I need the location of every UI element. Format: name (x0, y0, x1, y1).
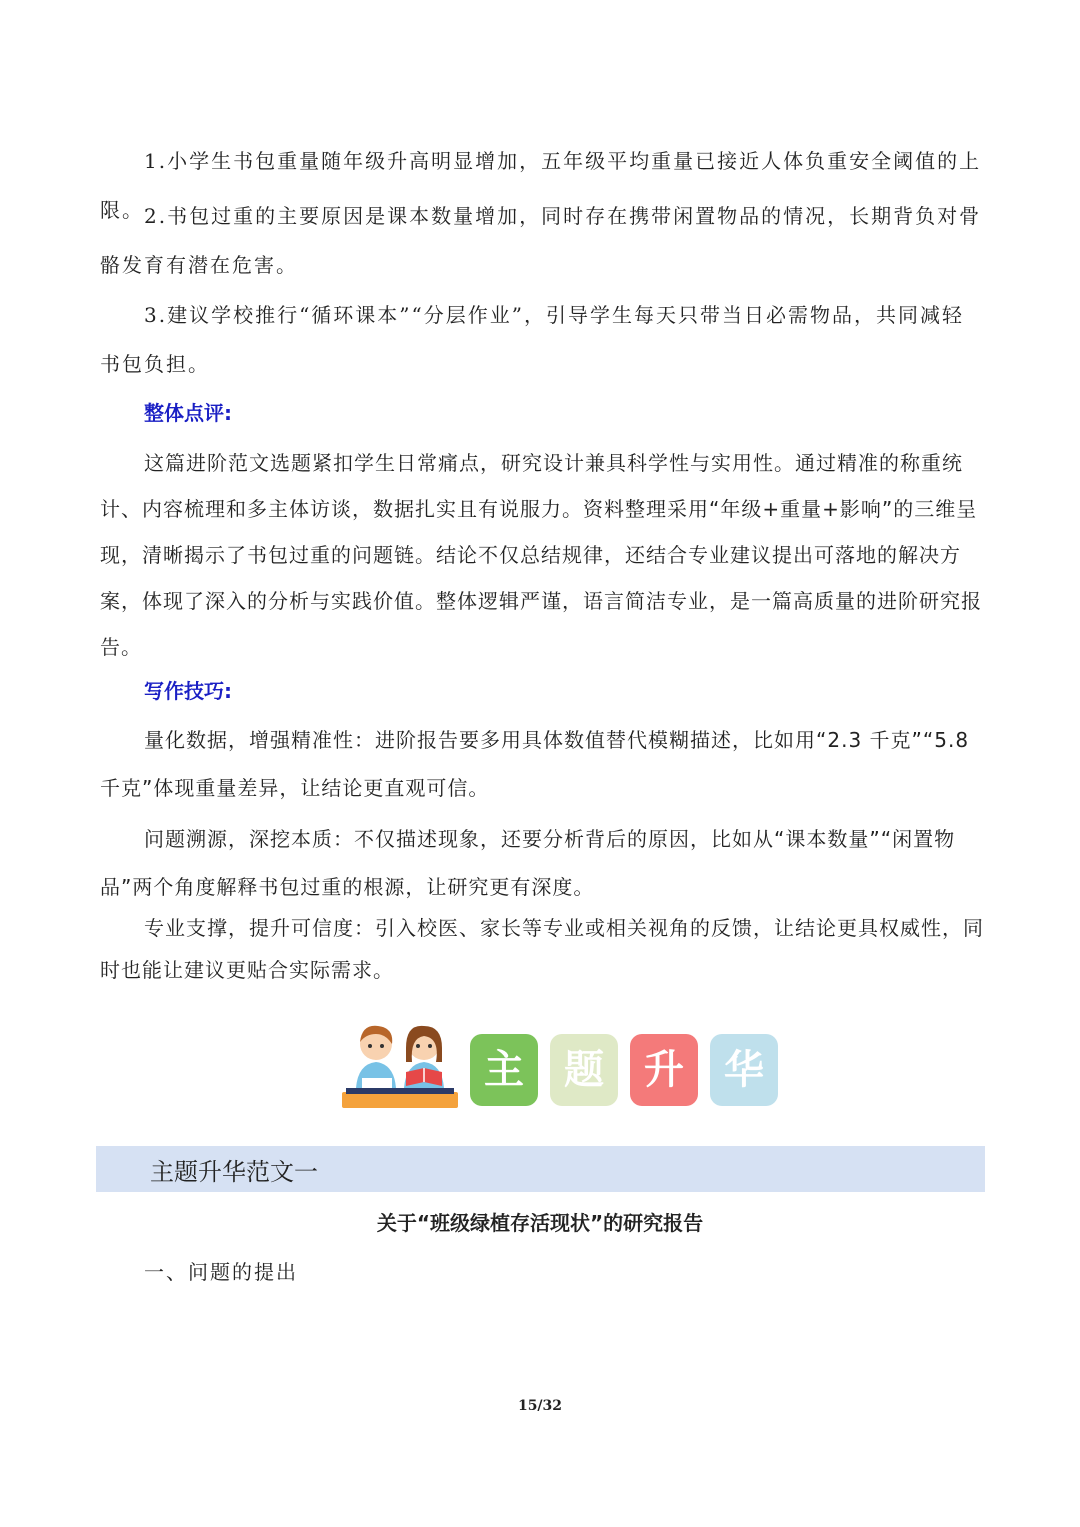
banner-tile-char: 题 (564, 1047, 604, 1093)
section-heading: 一、问题的提出 (144, 1260, 298, 1284)
essay-title: 关于“班级绿植存活现状”的研究报告 (376, 1211, 704, 1235)
tips-heading: 写作技巧: (144, 679, 232, 703)
tip-3: 专业支撑，提升可信度：引入校医、家长等专业或相关视角的反馈，让结论更具权威性，同时也能让建议更贴合实际需求。 (100, 916, 984, 982)
conclusion-1: 1.小学生书包重量随年级升高明显增加，五年级平均重量已接近人体负重安全阈值的上限。 (100, 149, 982, 222)
section-bar (96, 1146, 985, 1192)
banner-tile-1 (470, 1034, 538, 1106)
theme-banner (340, 1022, 780, 1112)
banner-tile-2 (550, 1034, 618, 1106)
students-reading-icon (340, 1022, 460, 1110)
review-text: 这篇进阶范文选题紧扣学生日常痛点，研究设计兼具科学性与实用性。通过精准的称重统计、内容梳理和多主体访谈，数据扎实且有说服力。资料整理采用“年级+重量+影响”的三维呈现，清晰揭示了书包过重的问题链。结论不仅总结规律，还结合专业建议提出可落地的解决方案，体现了深入的分析与实践价值。整体逻辑严谨，语言简洁专业，是一篇高质量的进阶研究报告。 (100, 451, 982, 659)
conclusion-3: 3.建议学校推行“循环课本”“分层作业”，引导学生每天只带当日必需物品，共同减轻书包负担。 (100, 303, 964, 376)
banner-tile-char: 升 (644, 1047, 684, 1093)
review-heading: 整体点评: (144, 401, 232, 425)
section-bar-label: 主题升华范文一 (150, 1158, 318, 1186)
banner-tile-char: 主 (484, 1047, 524, 1093)
tip-2: 问题溯源，深挖本质：不仅描述现象，还要分析背后的原因，比如从“课本数量”“闲置物品”两个角度解释书包过重的根源，让研究更有深度。 (100, 827, 956, 899)
banner-tile-4 (710, 1034, 778, 1106)
tip-1: 量化数据，增强精准性：进阶报告要多用具体数值替代模糊描述，比如用“2.3 千克”“5.8 千克”体现重量差异，让结论更直观可信。 (100, 728, 970, 800)
page-number: 15/32 (517, 1398, 563, 1414)
conclusion-2: 2.书包过重的主要原因是课本数量增加，同时存在携带闲置物品的情况，长期背负对骨骼发育有潜在危害。 (100, 204, 982, 277)
banner-tile-3 (630, 1034, 698, 1106)
banner-tile-char: 华 (724, 1047, 764, 1093)
